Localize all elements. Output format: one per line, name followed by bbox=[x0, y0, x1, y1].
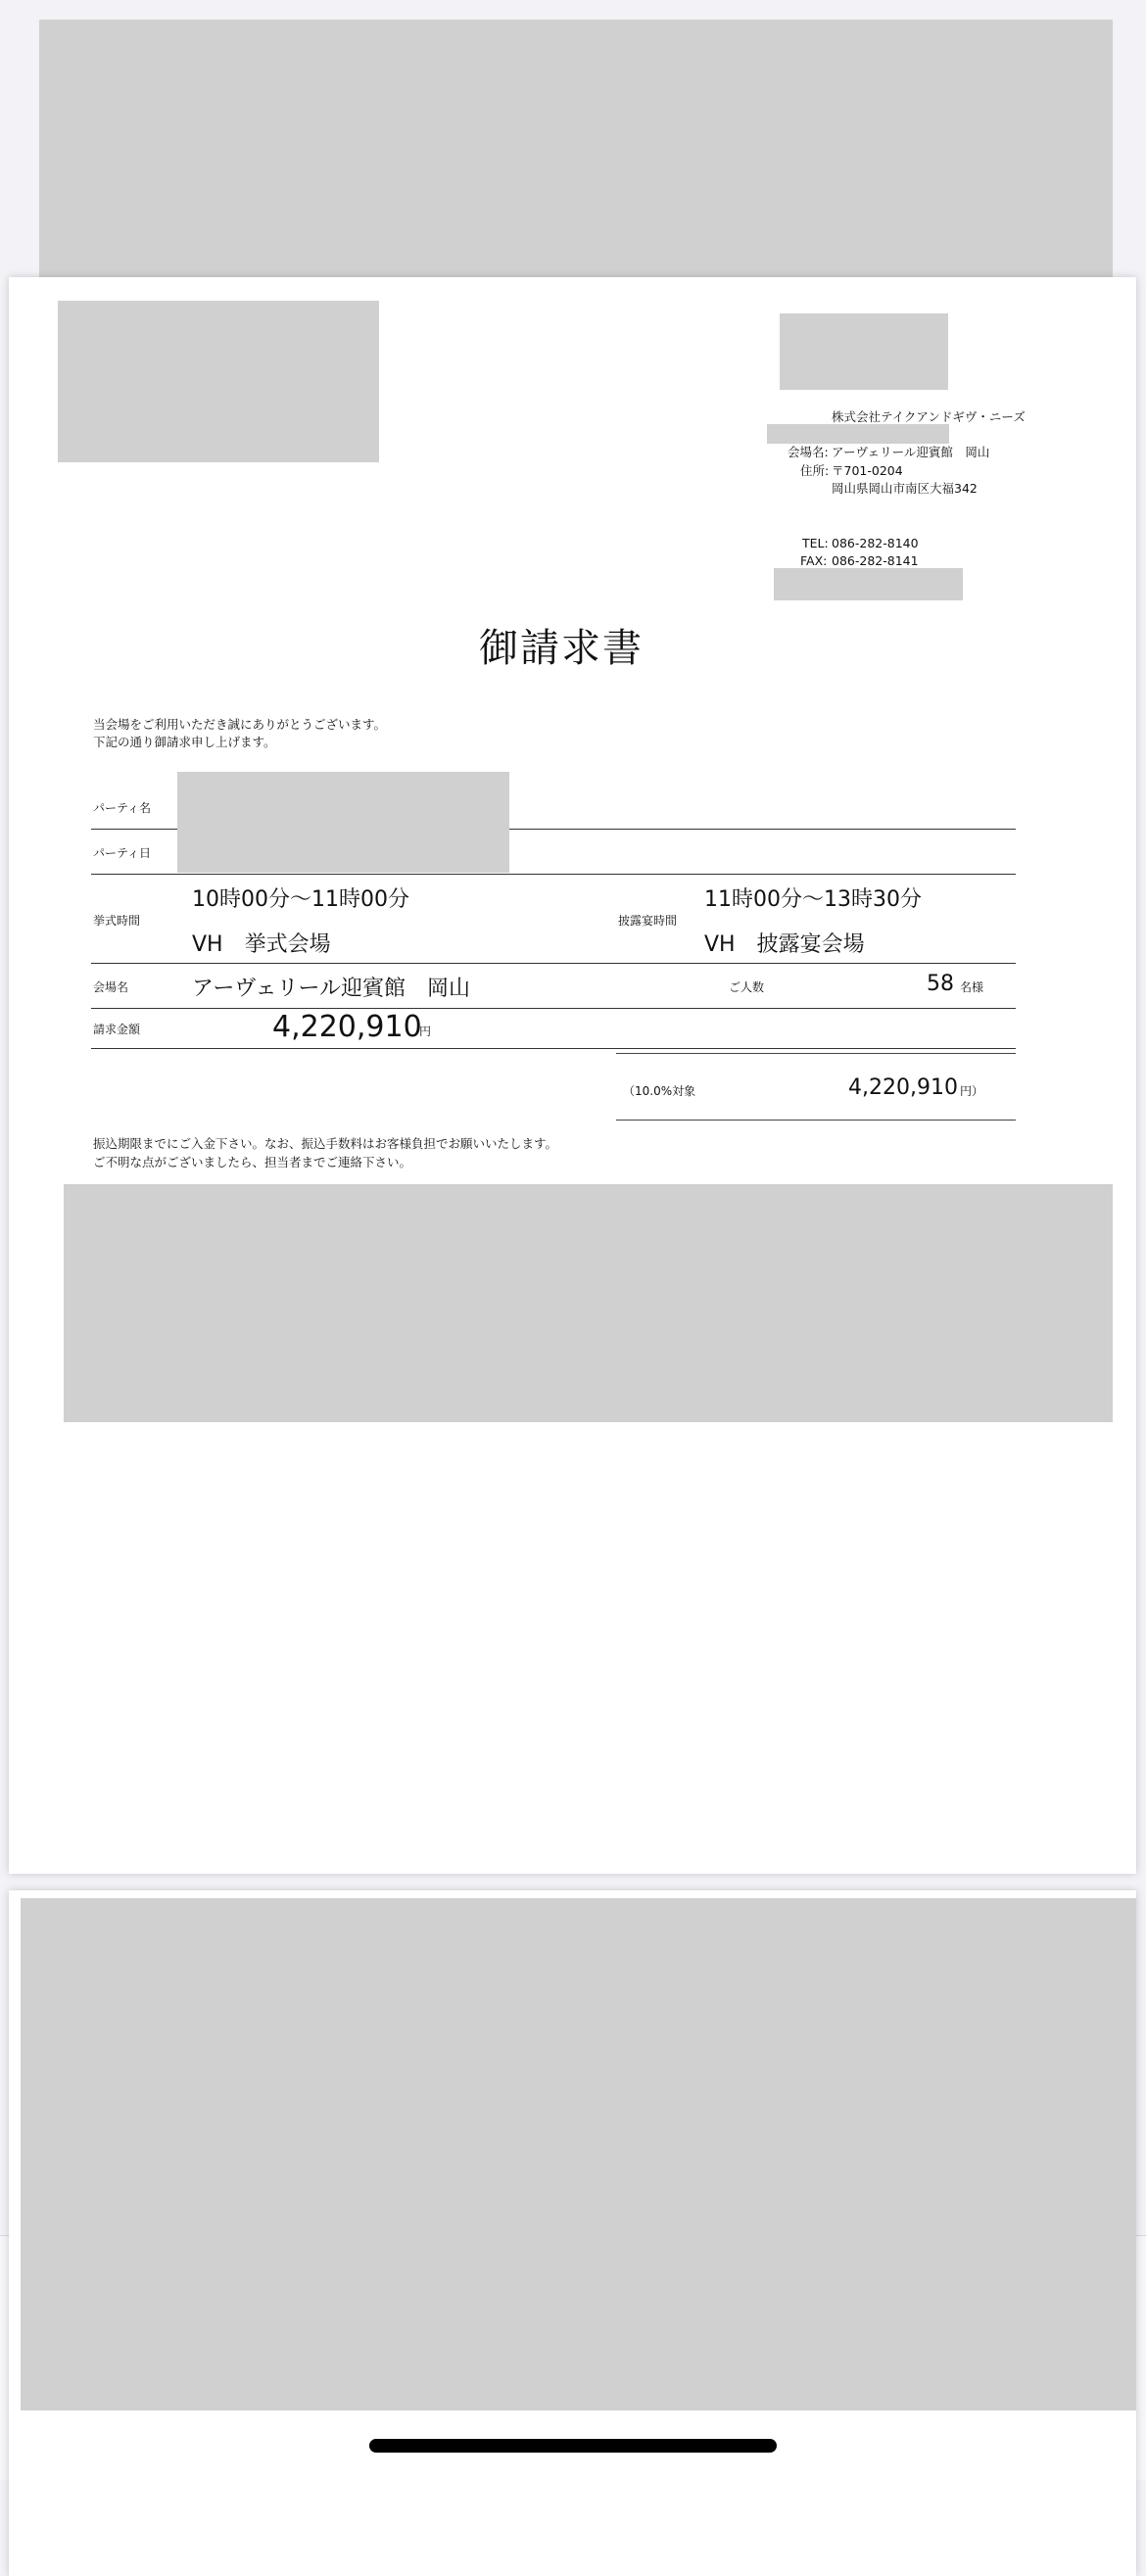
row-divider-4 bbox=[91, 1008, 1016, 1009]
ceremony-time: 10時00分～11時00分 bbox=[192, 887, 409, 912]
party-name-label: パーティ名 bbox=[93, 801, 152, 815]
row-divider-3 bbox=[91, 963, 1016, 964]
tax-unit: 円） bbox=[960, 1084, 984, 1098]
guests-unit: 名様 bbox=[960, 980, 984, 994]
tax-box-bottom bbox=[616, 1120, 1016, 1121]
redacted-company-line bbox=[767, 424, 949, 444]
redacted-page-2-content bbox=[21, 1898, 1136, 2410]
guests-count: 58 bbox=[927, 972, 954, 996]
venue-value: アーヴェリール迎賓館 岡山 bbox=[832, 445, 990, 459]
redacted-header-block bbox=[39, 20, 1113, 287]
tax-amount: 4,220,910 bbox=[848, 1075, 958, 1100]
tel-number: 086-282-8140 bbox=[832, 536, 919, 550]
fax-number: 086-282-8141 bbox=[832, 553, 919, 568]
redacted-logo-left bbox=[58, 301, 379, 462]
intro-line-2: 下記の通り御請求申し上げます。 bbox=[93, 735, 276, 749]
reception-place: VH 披露宴会場 bbox=[704, 932, 865, 957]
invoice-page-2 bbox=[9, 1890, 1136, 2576]
reception-time-label: 披露宴時間 bbox=[618, 914, 678, 928]
reception-time: 11時00分～13時30分 bbox=[704, 887, 922, 912]
venue-row-value: アーヴェリール迎賓館 岡山 bbox=[192, 977, 471, 1001]
address-label: 住所: bbox=[800, 463, 830, 478]
party-date-label: パーティ日 bbox=[93, 846, 152, 860]
redacted-logo-right bbox=[780, 313, 948, 390]
tel-label: TEL: bbox=[802, 536, 829, 550]
amount-unit: 円 bbox=[419, 1025, 432, 1038]
amount-label: 請求金額 bbox=[93, 1023, 141, 1036]
postal-code: 〒701-0204 bbox=[832, 463, 903, 478]
redacted-contact-line bbox=[774, 568, 963, 600]
address: 岡山県岡山市南区大福342 bbox=[832, 481, 978, 496]
ceremony-place: VH 挙式会場 bbox=[192, 932, 331, 957]
amount-value: 4,220,910 bbox=[272, 1010, 422, 1044]
row-divider-5 bbox=[91, 1048, 1016, 1049]
ceremony-time-label: 挙式時間 bbox=[93, 914, 141, 928]
redacted-party-info bbox=[177, 772, 509, 873]
redacted-details-block bbox=[64, 1184, 1113, 1422]
venue-label: 会場名: bbox=[788, 445, 829, 459]
fax-label: FAX: bbox=[800, 553, 828, 568]
invoice-page-1 bbox=[9, 277, 1136, 1874]
tax-box-top bbox=[616, 1053, 1016, 1054]
intro-line-1: 当会場をご利用いただき誠にありがとうございます。 bbox=[93, 717, 387, 732]
notes-line-1: 振込期限までにご入金下さい。なお、振込手数料はお客様負担でお願いいたします。 bbox=[93, 1136, 558, 1151]
venue-row-label: 会場名 bbox=[93, 980, 129, 994]
row-divider-2 bbox=[91, 874, 1016, 875]
guests-label: ご人数 bbox=[729, 980, 765, 994]
notes-line-2: ご不明な点がございましたら、担当者までご連絡下さい。 bbox=[93, 1155, 412, 1169]
home-indicator[interactable] bbox=[369, 2439, 777, 2453]
tax-label: （10.0%対象 bbox=[623, 1084, 696, 1098]
company-name: 株式会社テイクアンドギヴ・ニーズ bbox=[832, 409, 1026, 424]
document-title: 御請求書 bbox=[479, 626, 644, 671]
